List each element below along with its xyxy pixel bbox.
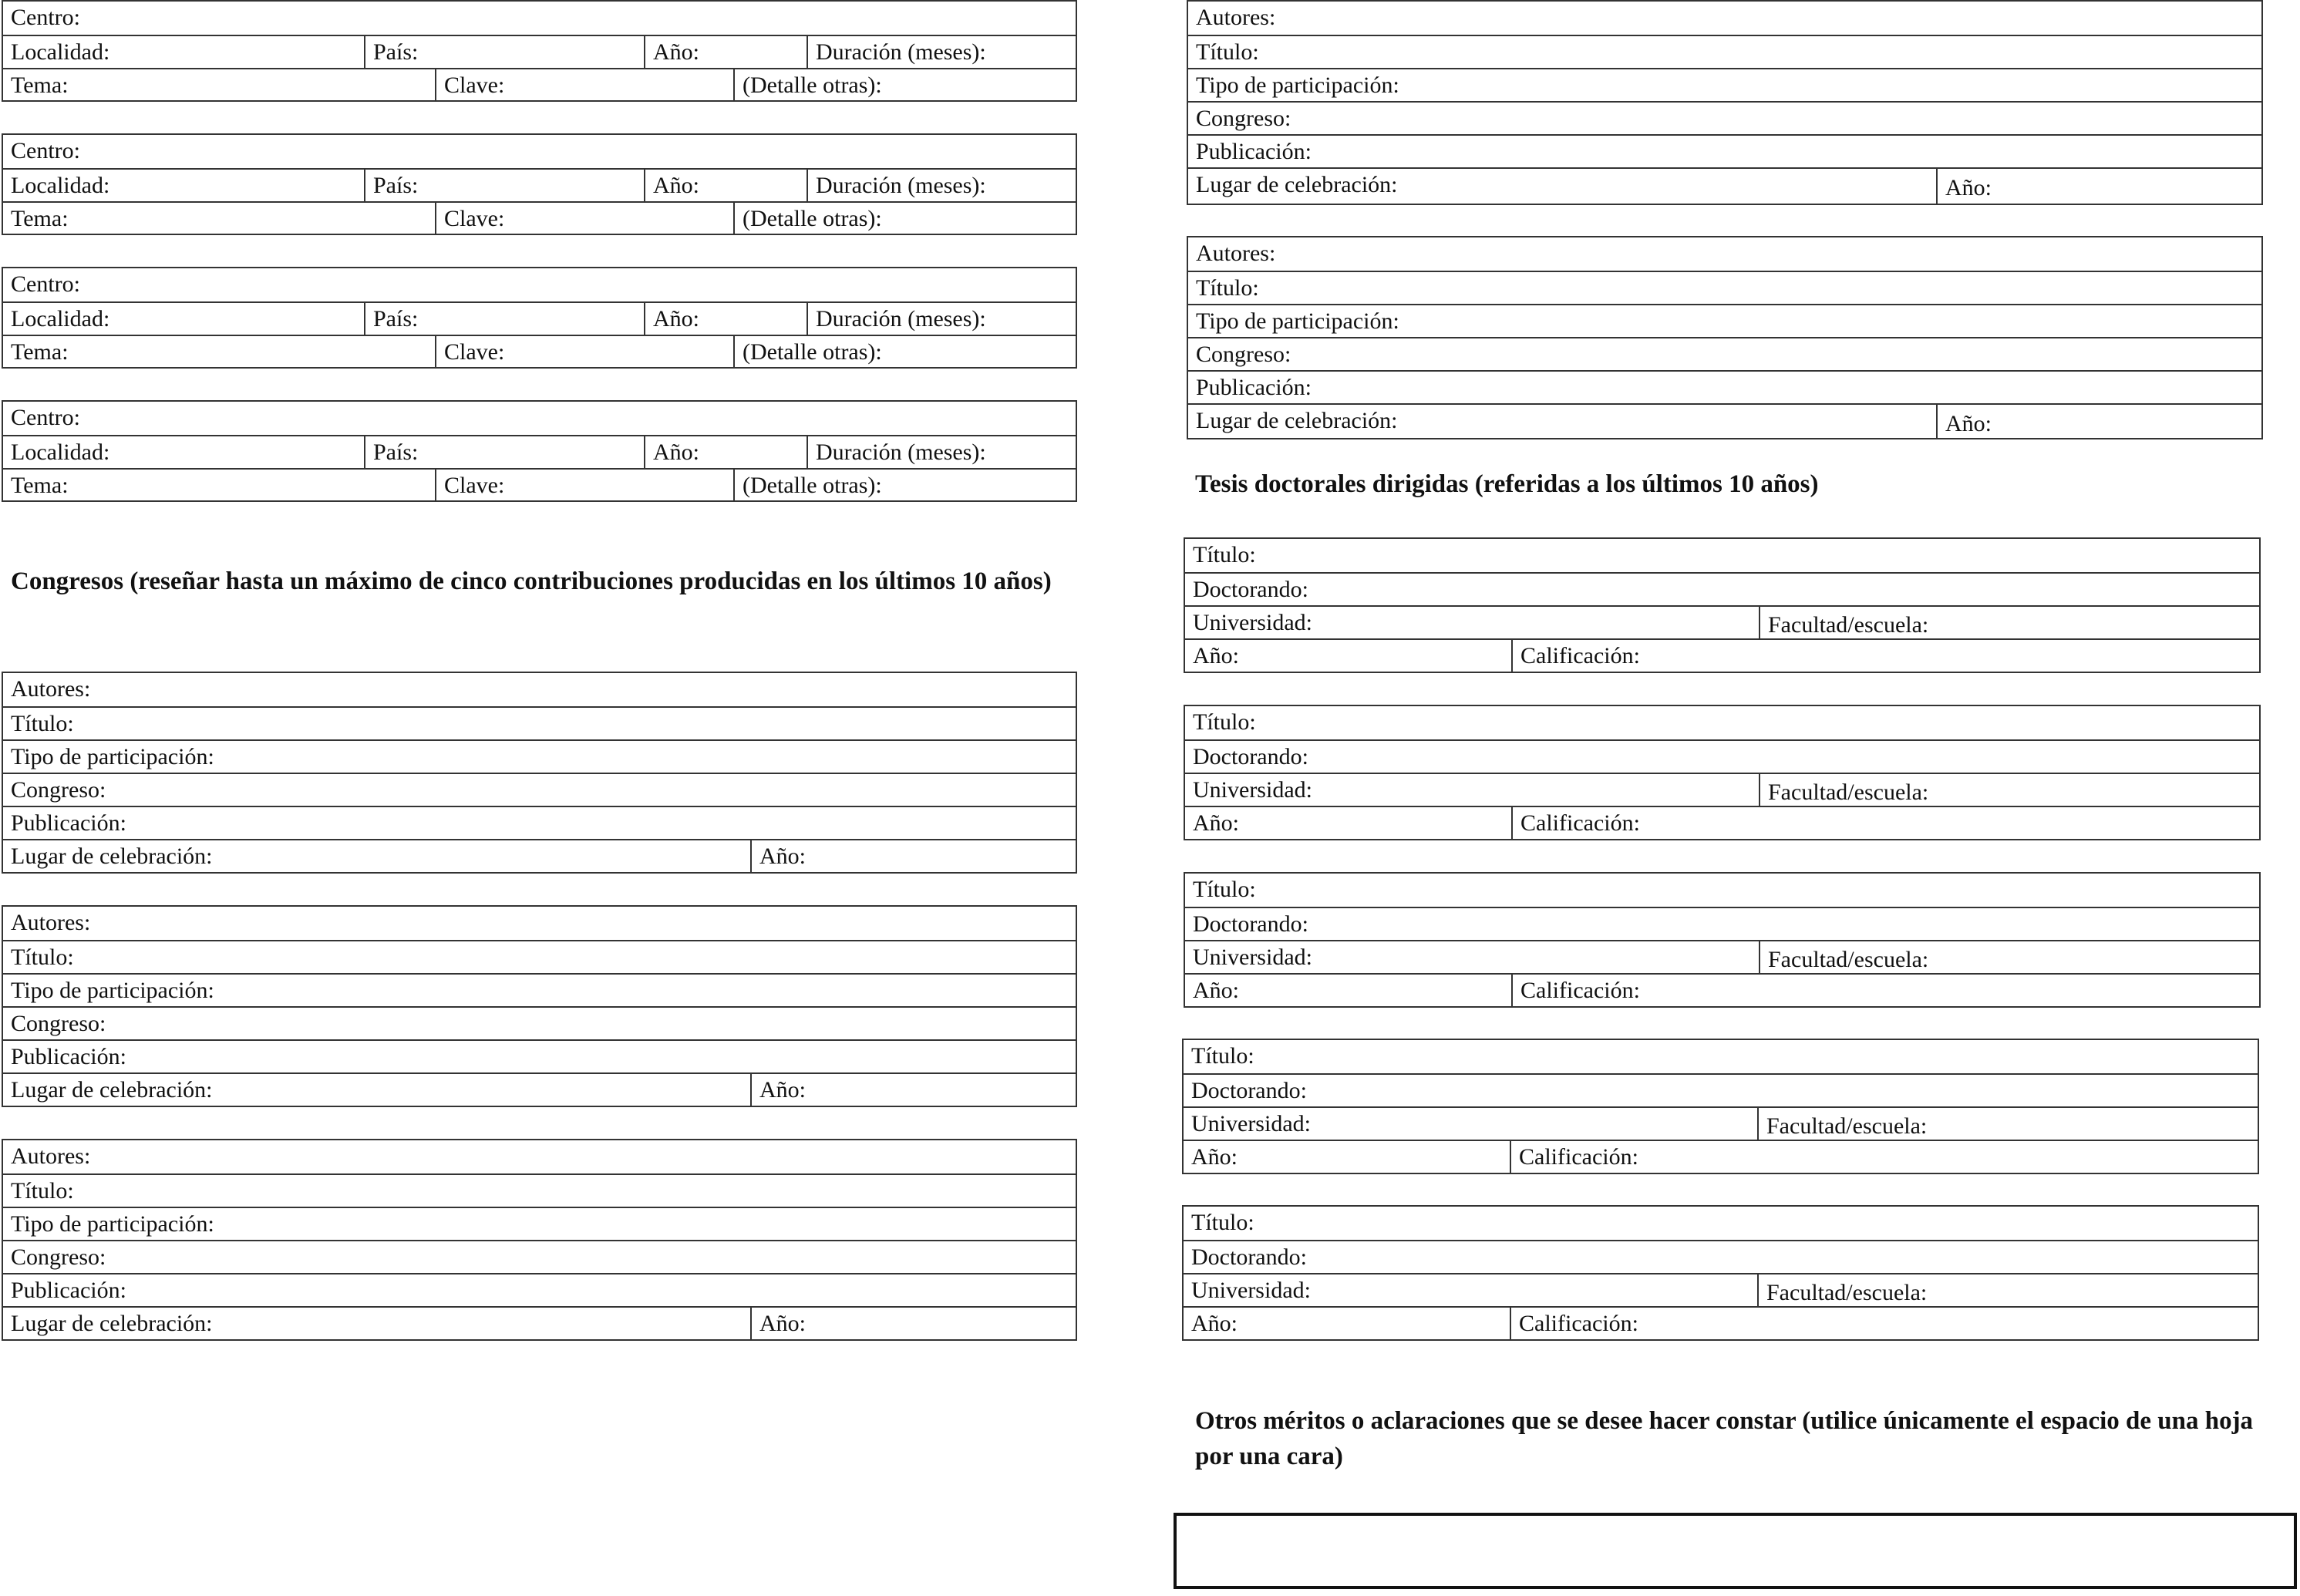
- congreso-field[interactable]: Congreso:: [1196, 106, 1291, 131]
- tesis-row-universidad: [1184, 1273, 2258, 1306]
- titulo-field[interactable]: Título:: [1196, 275, 1259, 301]
- congreso-row-lugar: [1188, 167, 2261, 204]
- calificacion-field[interactable]: Calificación:: [1510, 1141, 2258, 1173]
- tesis-form-3: [1184, 872, 2261, 1008]
- stay-row-localidad: [3, 435, 1076, 468]
- facultad-field[interactable]: Facultad/escuela:: [1759, 607, 2259, 638]
- tipo-participacion-field[interactable]: Tipo de participación:: [11, 744, 214, 769]
- localidad-field[interactable]: Localidad:: [11, 306, 110, 332]
- tesis-row-doctorando: [1185, 572, 2259, 605]
- duracion-field[interactable]: Duración (meses):: [807, 36, 1076, 68]
- tema-field[interactable]: Tema:: [11, 72, 69, 98]
- congreso-row-lugar: [3, 1306, 1076, 1339]
- tesis-row-titulo: [1185, 706, 2259, 739]
- duracion-field[interactable]: Duración (meses):: [807, 436, 1076, 468]
- universidad-field[interactable]: Universidad:: [1191, 1111, 1311, 1136]
- congreso-row-tipo: [3, 1207, 1076, 1240]
- detalle-field[interactable]: (Detalle otras):: [733, 69, 1076, 101]
- tesis-row-doctorando: [1185, 739, 2259, 773]
- tipo-participacion-field[interactable]: Tipo de participación:: [11, 1211, 214, 1237]
- congreso-row-publicacion: [3, 806, 1076, 839]
- tesis-row-titulo: [1184, 1040, 2258, 1073]
- congreso-row-autores: [3, 1140, 1076, 1173]
- tesis-form-5: [1182, 1205, 2259, 1341]
- congreso-row-titulo: [1188, 35, 2261, 68]
- stay-form-2: [2, 133, 1077, 235]
- centro-field[interactable]: Centro:: [11, 271, 80, 297]
- calificacion-field[interactable]: Calificación:: [1511, 975, 2259, 1006]
- stay-form-4: [2, 400, 1077, 502]
- congresos-heading: Congresos (reseñar hasta un máximo de cinco contribuciones producidas en los últimos 10 años): [11, 567, 1052, 595]
- congreso-form-4: [1187, 0, 2263, 205]
- titulo-field[interactable]: Título:: [11, 711, 74, 736]
- tesis-row-titulo: [1184, 1207, 2258, 1240]
- clave-field[interactable]: Clave:: [435, 336, 733, 368]
- tesis-row-anio: [1184, 1306, 2258, 1339]
- anio-field[interactable]: Año:: [750, 1308, 1076, 1339]
- facultad-field[interactable]: Facultad/escuela:: [1757, 1108, 2258, 1140]
- tema-field[interactable]: Tema:: [11, 473, 69, 498]
- doctorando-field[interactable]: Doctorando:: [1193, 911, 1308, 937]
- congreso-field[interactable]: Congreso:: [11, 1244, 106, 1270]
- titulo-field[interactable]: Título:: [1196, 39, 1259, 65]
- tesis-form-2: [1184, 705, 2261, 840]
- lugar-field[interactable]: Lugar de celebración:: [11, 1077, 213, 1103]
- congreso-row-lugar: [1188, 403, 2261, 438]
- universidad-field[interactable]: Universidad:: [1193, 944, 1312, 970]
- facultad-field[interactable]: Facultad/escuela:: [1759, 774, 2259, 806]
- doctorando-field[interactable]: Doctorando:: [1193, 577, 1308, 602]
- otros-meritos-heading: Otros méritos o aclaraciones que se desee hacer constar (utilice únicamente el espacio de una hoja por una cara): [1195, 1407, 2254, 1470]
- pais-field[interactable]: País:: [364, 303, 644, 335]
- stay-row-tema: [3, 68, 1076, 101]
- congreso-row-congreso: [3, 1240, 1076, 1273]
- tesis-row-titulo: [1185, 874, 2259, 907]
- detalle-field[interactable]: (Detalle otras):: [733, 203, 1076, 234]
- calificacion-field[interactable]: Calificación:: [1510, 1308, 2258, 1339]
- tesis-row-anio: [1185, 973, 2259, 1006]
- anio-field[interactable]: Año:: [1191, 1311, 1238, 1336]
- localidad-field[interactable]: Localidad:: [11, 173, 110, 198]
- stay-row-centro: [3, 268, 1076, 301]
- congreso-row-congreso: [3, 773, 1076, 806]
- stay-row-localidad: [3, 301, 1076, 335]
- congreso-field[interactable]: Congreso:: [11, 1011, 106, 1036]
- stay-row-localidad: [3, 168, 1076, 201]
- congreso-row-publicacion: [3, 1039, 1076, 1072]
- doctorando-field[interactable]: Doctorando:: [1191, 1244, 1307, 1270]
- titulo-field[interactable]: Título:: [1191, 1210, 1254, 1235]
- stay-row-tema: [3, 468, 1076, 501]
- facultad-field[interactable]: Facultad/escuela:: [1757, 1274, 2258, 1306]
- stay-row-centro: [3, 402, 1076, 435]
- tipo-participacion-field[interactable]: Tipo de participación:: [11, 978, 214, 1003]
- tipo-participacion-field[interactable]: Tipo de participación:: [1196, 308, 1399, 334]
- autores-field[interactable]: Autores:: [11, 676, 91, 702]
- tesis-row-universidad: [1185, 773, 2259, 806]
- localidad-field[interactable]: Localidad:: [11, 439, 110, 465]
- lugar-field[interactable]: Lugar de celebración:: [11, 843, 213, 869]
- tesis-row-universidad: [1185, 940, 2259, 973]
- congreso-row-congreso: [1188, 101, 2261, 134]
- congreso-row-autores: [1188, 237, 2261, 271]
- tesis-row-doctorando: [1184, 1073, 2258, 1106]
- congreso-row-tipo: [1188, 304, 2261, 337]
- tesis-form-4: [1182, 1039, 2259, 1174]
- anio-field[interactable]: Año:: [1191, 1144, 1238, 1170]
- congreso-row-titulo: [3, 706, 1076, 739]
- anio-field[interactable]: Año:: [1193, 978, 1239, 1003]
- publicacion-field[interactable]: Publicación:: [11, 1044, 126, 1069]
- detalle-field[interactable]: (Detalle otras):: [733, 336, 1076, 368]
- titulo-field[interactable]: Título:: [1193, 877, 1256, 902]
- universidad-field[interactable]: Universidad:: [1193, 610, 1312, 635]
- congreso-form-1: [2, 672, 1077, 874]
- anio-field[interactable]: Año:: [644, 303, 807, 335]
- congreso-row-congreso: [1188, 337, 2261, 370]
- titulo-field[interactable]: Título:: [11, 1178, 74, 1204]
- clave-field[interactable]: Clave:: [435, 203, 733, 234]
- duracion-field[interactable]: Duración (meses):: [807, 303, 1076, 335]
- universidad-field[interactable]: Universidad:: [1193, 777, 1312, 803]
- congreso-row-titulo: [3, 940, 1076, 973]
- anio-field[interactable]: Año:: [1193, 643, 1239, 668]
- anio-field[interactable]: Año:: [1193, 810, 1239, 836]
- calificacion-field[interactable]: Calificación:: [1511, 640, 2259, 672]
- titulo-field[interactable]: Título:: [1193, 709, 1256, 735]
- congreso-row-tipo: [3, 739, 1076, 773]
- tesis-heading: Tesis doctorales dirigidas (referidas a los últimos 10 años): [1195, 470, 1819, 498]
- tema-field[interactable]: Tema:: [11, 206, 69, 231]
- congreso-row-lugar: [3, 1072, 1076, 1106]
- congreso-form-3: [2, 1139, 1077, 1341]
- anio-field[interactable]: Año:: [1936, 169, 2261, 204]
- calificacion-field[interactable]: Calificación:: [1511, 807, 2259, 839]
- tesis-row-doctorando: [1184, 1240, 2258, 1273]
- congreso-row-lugar: [3, 839, 1076, 872]
- pais-field[interactable]: País:: [364, 170, 644, 201]
- tesis-row-universidad: [1184, 1106, 2258, 1140]
- autores-field[interactable]: Autores:: [1196, 5, 1276, 30]
- centro-field[interactable]: Centro:: [11, 5, 80, 30]
- universidad-field[interactable]: Universidad:: [1191, 1278, 1311, 1303]
- congreso-field[interactable]: Congreso:: [11, 777, 106, 803]
- tesis-row-anio: [1185, 638, 2259, 672]
- congreso-row-publicacion: [3, 1273, 1076, 1306]
- lugar-field[interactable]: Lugar de celebración:: [11, 1311, 213, 1336]
- congreso-row-titulo: [1188, 271, 2261, 304]
- titulo-field[interactable]: Título:: [1191, 1043, 1254, 1069]
- congreso-row-tipo: [1188, 68, 2261, 101]
- stay-row-localidad: [3, 35, 1076, 68]
- anio-field[interactable]: Año:: [750, 840, 1076, 872]
- congreso-row-autores: [3, 673, 1076, 706]
- stay-form-1: [2, 0, 1077, 102]
- congreso-field[interactable]: Congreso:: [1196, 342, 1291, 367]
- publicacion-field[interactable]: Publicación:: [11, 810, 126, 836]
- clave-field[interactable]: Clave:: [435, 69, 733, 101]
- stay-form-3: [2, 267, 1077, 369]
- congreso-row-autores: [1188, 2, 2261, 35]
- doctorando-field[interactable]: Doctorando:: [1193, 744, 1308, 769]
- autores-field[interactable]: Autores:: [11, 910, 91, 935]
- anio-field[interactable]: Año:: [750, 1074, 1076, 1106]
- anio-field[interactable]: Año:: [1936, 405, 2261, 438]
- congreso-row-congreso: [3, 1006, 1076, 1039]
- tipo-participacion-field[interactable]: Tipo de participación:: [1196, 72, 1399, 98]
- centro-field[interactable]: Centro:: [11, 405, 80, 430]
- pais-field[interactable]: País:: [364, 36, 644, 68]
- publicacion-field[interactable]: Publicación:: [11, 1278, 126, 1303]
- stay-row-tema: [3, 335, 1076, 368]
- anio-field[interactable]: Año:: [644, 36, 807, 68]
- titulo-field[interactable]: Título:: [11, 944, 74, 970]
- congreso-row-autores: [3, 907, 1076, 940]
- otros-meritos-box[interactable]: [1174, 1513, 2297, 1589]
- publicacion-field[interactable]: Publicación:: [1196, 139, 1312, 164]
- duracion-field[interactable]: Duración (meses):: [807, 170, 1076, 201]
- tema-field[interactable]: Tema:: [11, 339, 69, 365]
- lugar-field[interactable]: Lugar de celebración:: [1196, 172, 1398, 197]
- titulo-field[interactable]: Título:: [1193, 542, 1256, 567]
- autores-field[interactable]: Autores:: [1196, 241, 1276, 266]
- congreso-form-2: [2, 905, 1077, 1107]
- tesis-row-doctorando: [1185, 907, 2259, 940]
- doctorando-field[interactable]: Doctorando:: [1191, 1078, 1307, 1103]
- tesis-form-1: [1184, 537, 2261, 673]
- tesis-row-anio: [1185, 806, 2259, 839]
- congreso-row-publicacion: [1188, 370, 2261, 403]
- localidad-field[interactable]: Localidad:: [11, 39, 110, 65]
- lugar-field[interactable]: Lugar de celebración:: [1196, 408, 1398, 433]
- tesis-row-anio: [1184, 1140, 2258, 1173]
- stay-row-centro: [3, 2, 1076, 35]
- anio-field[interactable]: Año:: [644, 170, 807, 201]
- clave-field[interactable]: Clave:: [435, 470, 733, 501]
- facultad-field[interactable]: Facultad/escuela:: [1759, 941, 2259, 973]
- autores-field[interactable]: Autores:: [11, 1143, 91, 1169]
- stay-row-centro: [3, 135, 1076, 168]
- congreso-row-publicacion: [1188, 134, 2261, 167]
- tesis-row-titulo: [1185, 539, 2259, 572]
- tesis-row-universidad: [1185, 605, 2259, 638]
- detalle-field[interactable]: (Detalle otras):: [733, 470, 1076, 501]
- anio-field[interactable]: Año:: [644, 436, 807, 468]
- congreso-row-tipo: [3, 973, 1076, 1006]
- publicacion-field[interactable]: Publicación:: [1196, 375, 1312, 400]
- congreso-form-5: [1187, 236, 2263, 439]
- centro-field[interactable]: Centro:: [11, 138, 80, 163]
- stay-row-tema: [3, 201, 1076, 234]
- pais-field[interactable]: País:: [364, 436, 644, 468]
- congreso-row-titulo: [3, 1173, 1076, 1207]
